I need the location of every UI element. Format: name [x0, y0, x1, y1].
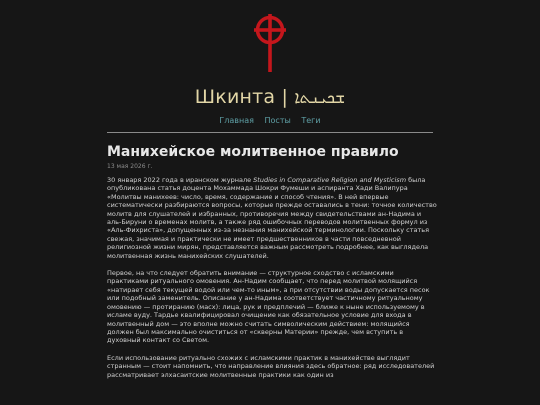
title-separator: |: [281, 86, 289, 108]
paragraph-3: Если использование ритуально схожих с исламскими практик в манихействе выглядит странным — стоит напомнить, что направление влияния здесь обратное: ряд исследователей рассматривает элхасаитские молитвенные практики как один из: [107, 353, 435, 379]
main-nav: [0, 116, 540, 125]
nav-posts-link[interactable]: Посты: [264, 116, 291, 125]
paragraph-1: [107, 176, 437, 260]
nav-tags-link[interactable]: Теги: [301, 116, 321, 125]
site-name-syriac[interactable]: ܫܟܝܢܬܐ: [294, 88, 346, 108]
site-name[interactable]: Шкинта: [194, 86, 276, 108]
post-body: [107, 176, 437, 388]
site-logo-icon[interactable]: [251, 14, 289, 72]
journal-name: Studies in Comparative Religion and Mysticism: [253, 176, 407, 184]
p1-text-b: была опубликована статья доцента Мохаммада Шокри Фумеши и аспиранта Хади Валипура «Молитвы манихеев: число, время, содержание и способ чтения». В ней впервые систематически разбираются вопросы, которые прежде оставались в тени: точное количество молитв для слушателей и избранных, противоречия между свидетельствами ан-Надима и аль-Бируни о временах молитв, а также ряд ошибочных переводов молитвенных формул из «Аль-Фихриста», допущенных из-за незнания манихейской терминологии. Поскольку статья свежая, значимая и практически не имеет предшественников в части повседневной религиозной жизни мирян, представляется важным рассмотреть подробнее, как выглядела молитвенная жизнь манихейских слушателей.: [107, 176, 437, 260]
p1-text-a: 30 января 2022 года в иранском журнале: [107, 176, 254, 184]
paragraph-2: Первое, на что следует обратить внимание — структурное сходство с исламскими практиками ритуального омовения. Ан-Надим сообщает, что перед молитвой молящийся «натирает себя текущей водой или чем-то иным», а при отсутствии воды допускается песок или подобный заменитель. Описание у ан-Надима соответствует частичному ритуальному омовению — протиранию (масх): лица, рук и предплечий — ближе к ныне используемому в исламе вуду. Тардье квалифицировал очищение как обязательное условие для входа в молитвенный дом — это вполне можно считать символическим действием: молящийся должен был максимально очиститься от «скверны Материи» прежде, чем вступить в духовный контакт со Светом.: [107, 269, 430, 345]
post-title: Манихейское молитвенное правило: [107, 144, 399, 160]
site-title[interactable]: [0, 86, 540, 108]
nav-home-link[interactable]: Главная: [219, 116, 254, 125]
post-date: 13 мая 2026 г.: [107, 163, 153, 170]
header-divider: [107, 132, 433, 133]
